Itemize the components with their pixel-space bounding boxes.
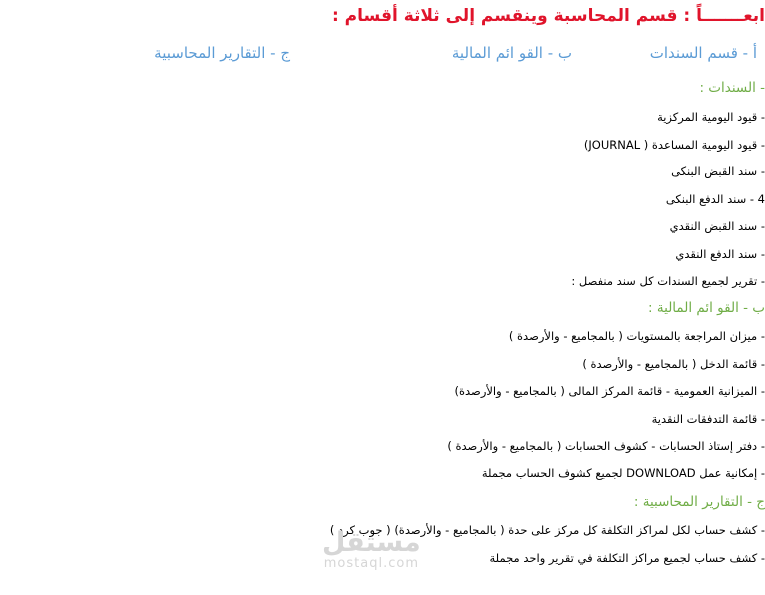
vouchers-heading: - السندات : xyxy=(699,80,765,96)
division-vouchers: أ - قسم السندات xyxy=(649,44,757,62)
list-item: - قائمة التدفقات النقدية xyxy=(651,412,765,426)
list-item: - ميزان المراجعة بالمستويات ( بالمجاميع - والأرصدة ) xyxy=(508,329,765,343)
division-accounting-reports: ج - التقارير المحاسبية xyxy=(154,44,290,62)
list-item: - كشف حساب لكل لمراكز التكلفة كل مركز على حدة ( بالمجاميع - والأرصدة) ( جوب كرد ) xyxy=(329,523,765,537)
list-item: - تقرير لجميع السندات كل سند منفصل : xyxy=(571,274,765,288)
list-item: - سند القبض النقدي xyxy=(669,219,765,233)
watermark-latin: mostaql.com xyxy=(323,556,419,571)
financial-statements-heading: ب - القو ائم المالية : xyxy=(648,300,765,316)
accounting-reports-heading: ج - التقارير المحاسبية : xyxy=(633,494,765,510)
list-item: - قائمة الدخل ( بالمجاميع - والأرصدة ) xyxy=(582,357,765,371)
list-item: - كشف حساب لجميع مراكز التكلفة في تقرير واحد مجملة xyxy=(489,551,765,565)
list-item: - قيود اليومية المركزية xyxy=(657,110,765,124)
list-item: - سند الدفع النقدي xyxy=(675,247,765,261)
division-financial-statements: ب - القو ائم المالية xyxy=(451,44,572,62)
list-item: 4 - سند الدفع البنكى xyxy=(665,192,765,206)
list-item: - الميزانية العمومية - قائمة المركز المالى ( بالمجاميع - والأرصدة) xyxy=(454,384,765,398)
section-title: ابعـــــــاً : قسم المحاسبة وينقسم إلى ثلاثة أقسام : xyxy=(331,6,765,26)
list-item: - دفتر إستاذ الحسابات - كشوف الحسابات ( بالمجاميع - والأرصدة ) xyxy=(447,439,765,453)
watermark-arabic: مستقل xyxy=(322,527,421,558)
list-item: - إمكانية عمل DOWNLOAD لجميع كشوف الحساب مجملة xyxy=(481,466,765,480)
mostaql-watermark xyxy=(322,528,421,571)
list-item: - قيود اليومية المساعدة ( JOURNAL) xyxy=(583,138,765,152)
list-item: - سند القبض البنكى xyxy=(671,164,765,178)
